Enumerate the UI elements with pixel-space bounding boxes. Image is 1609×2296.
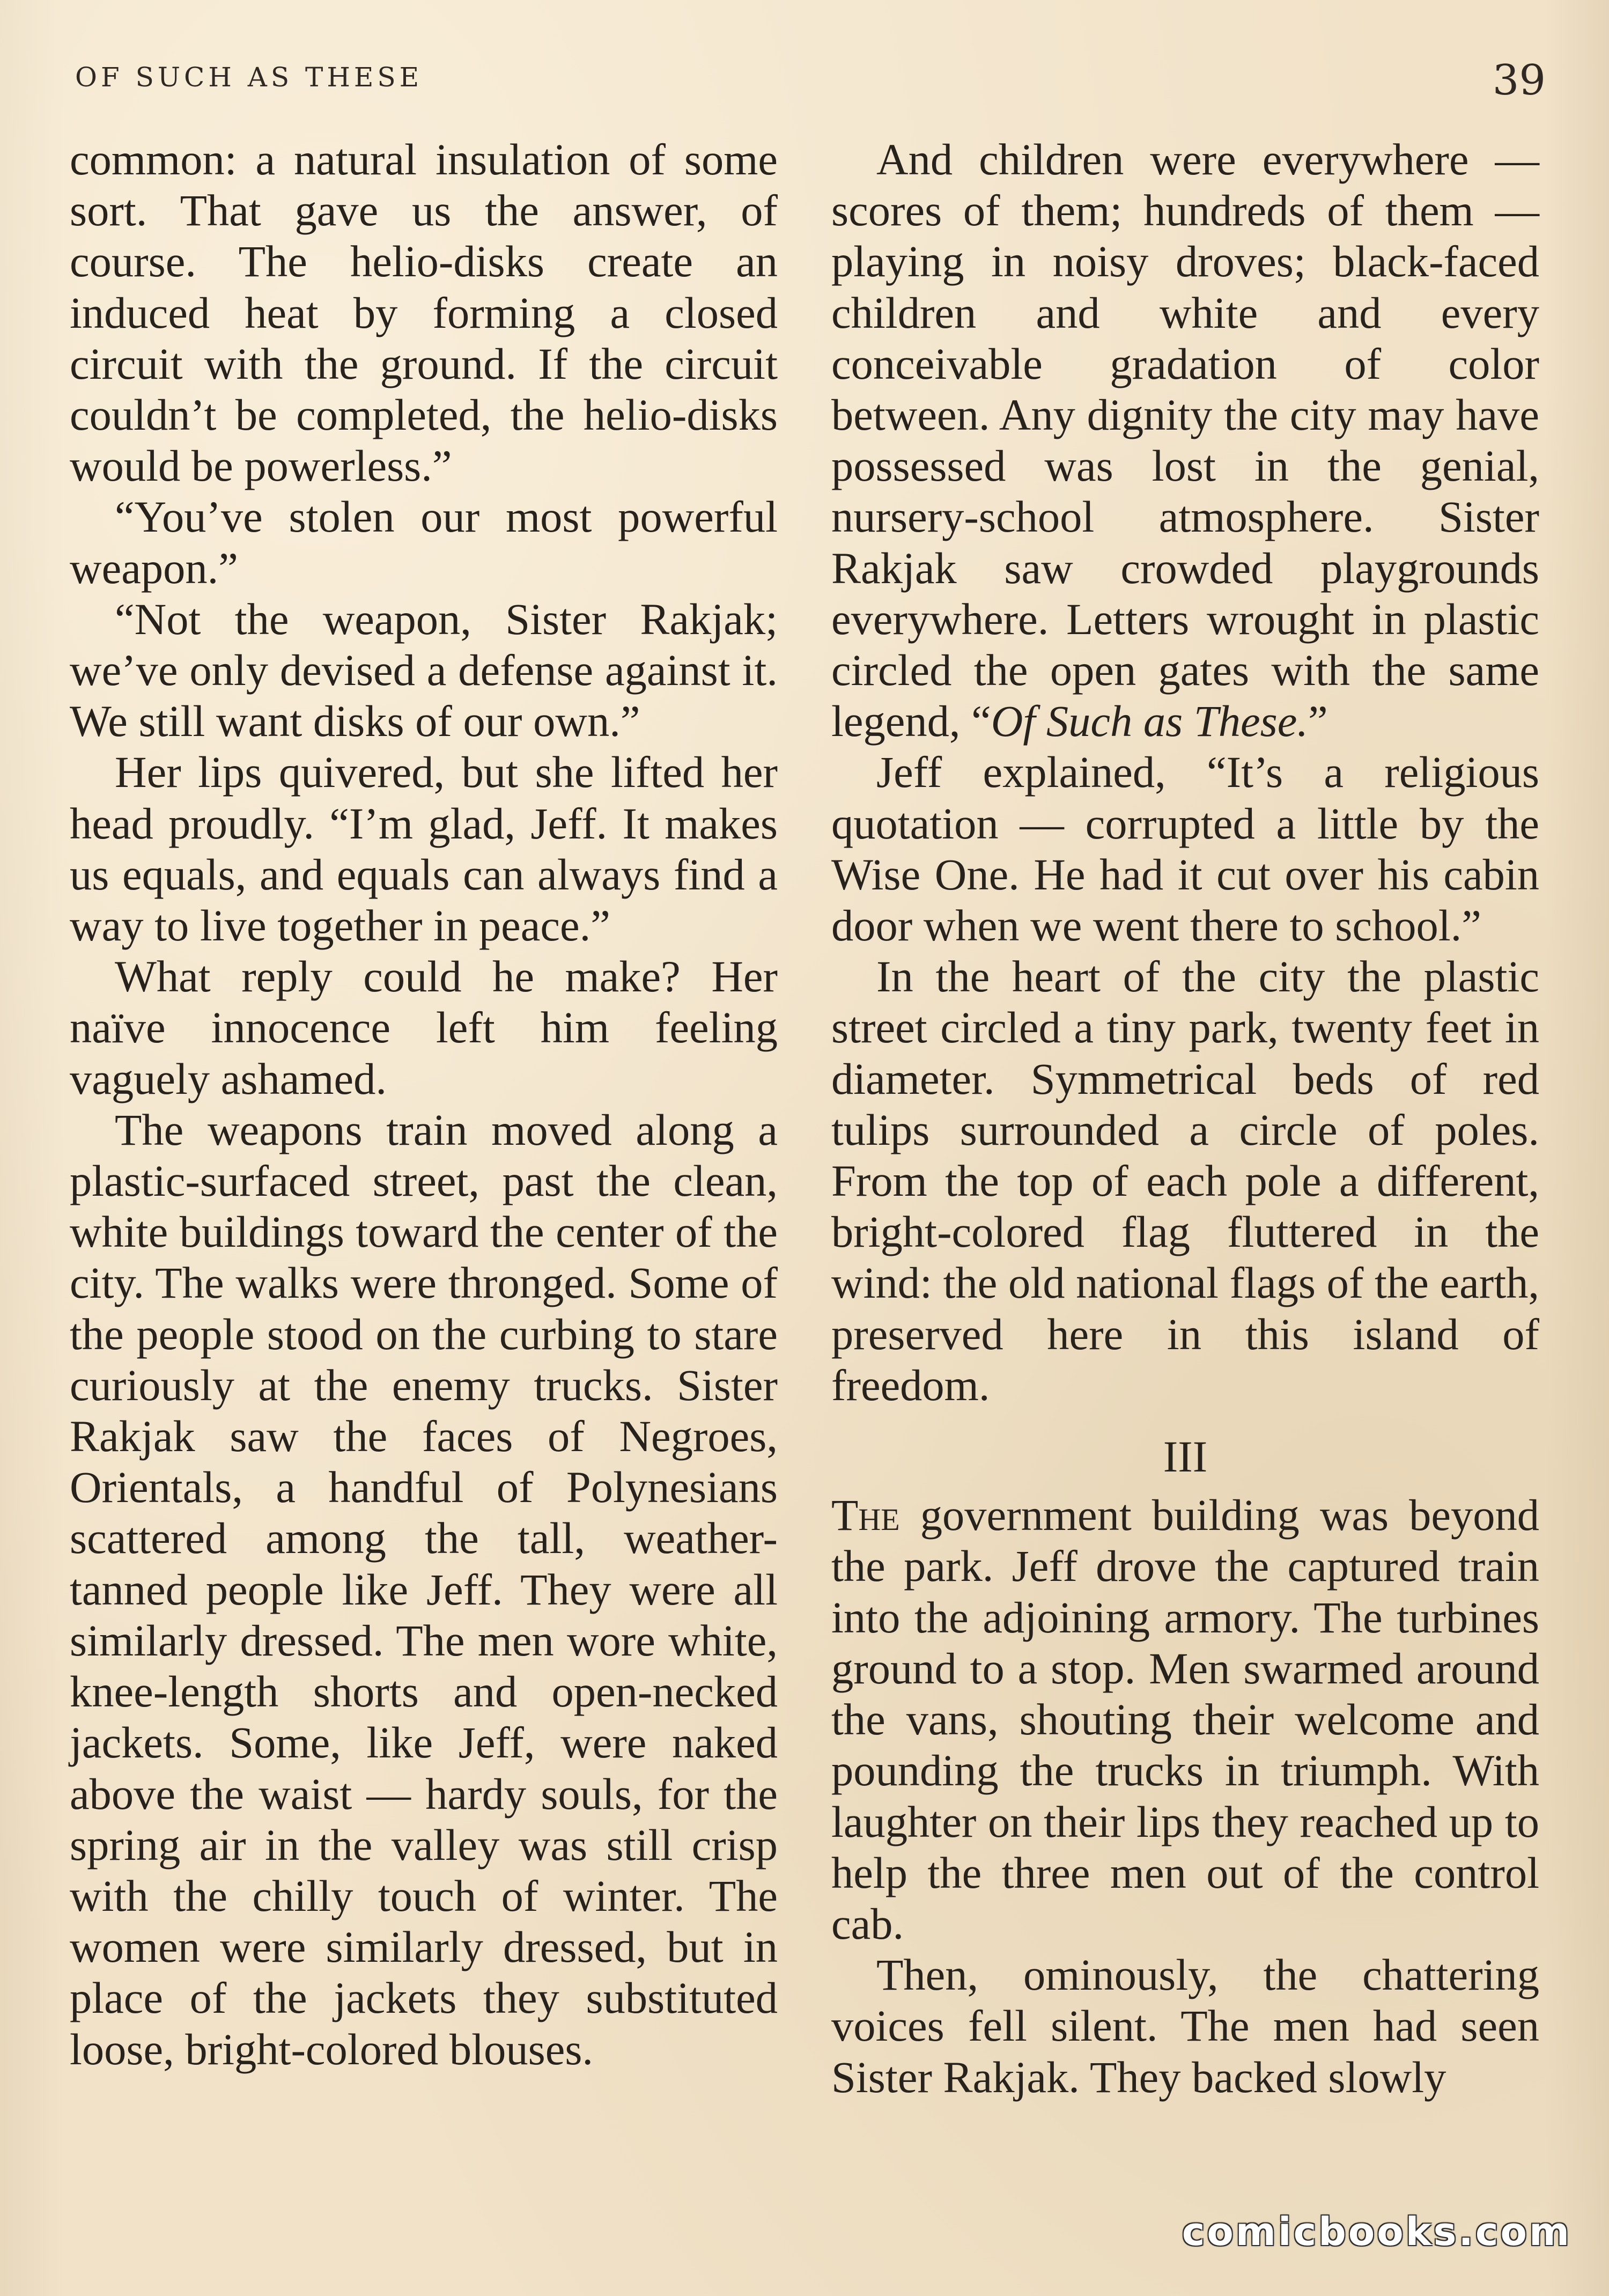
- watermark: comicbooks.com: [1182, 2209, 1571, 2254]
- paragraph: “You’ve stolen our most powerful weapon.”: [70, 492, 778, 593]
- lead-in-word: The: [831, 1490, 900, 1540]
- left-column: [70, 134, 778, 2075]
- paragraph: In the heart of the city the plastic street circled a tiny park, twenty feet in diameter. Symmetrical beds of red tulips surrounded a circle of poles. From the top of each pole a different, bright-colored flag fluttered in the wind: the old national flags of the earth, preserved here in this island of freedom.: [831, 952, 1539, 1410]
- quoted-legend: Of Such as These.: [991, 696, 1308, 746]
- paragraph: Then, ominously, the chattering voices fell silent. The men had seen Sister Rakjak. They backed slowly: [831, 1950, 1539, 2102]
- right-column: [831, 134, 1539, 2103]
- paragraph: What reply could he make? Her naïve innocence left him feeling vaguely ashamed.: [70, 952, 778, 1103]
- running-head: OF SUCH AS THESE: [75, 62, 423, 93]
- paragraph: Her lips quivered, but she lifted her head proudly. “I’m glad, Jeff. It makes us equals, and equals can always find a way to live together in peace.”: [70, 747, 778, 951]
- paragraph: “Not the weapon, Sister Rakjak; we’ve only devised a defense against it. We still want disks of our own.”: [70, 594, 778, 746]
- paragraph: Jeff explained, “It’s a religious quotation — corrupted a little by the Wise One. He had it cut over his cabin door when we went there to school.”: [831, 747, 1539, 951]
- paragraph: common: a natural insulation of some sort. That gave us the answer, of course. The helio-disks create an induced heat by forming a closed circuit with the ground. If the circuit couldn’t be completed, the helio-disks would be powerless.”: [70, 135, 778, 491]
- page-number: 39: [1492, 56, 1546, 105]
- paragraph: The weapons train moved along a plastic-surfaced street, past the clean, white buildings toward the center of the city. The walks were thronged. Some of the people stood on the curbing to stare curiously at the enemy trucks. Sister Rakjak saw the faces of Negroes, Orientals, a handful of Polynesians scattered among the tall, weather-tanned people like Jeff. They were all similarly dressed. The men wore white, knee-length shorts and open-necked jackets. Some, like Jeff, were naked above the waist — hardy souls, for the spring air in the valley was still crisp with the chilly touch of winter. The women were similarly dressed, but in place of the jackets they substituted loose, bright-colored blouses.: [70, 1105, 778, 2074]
- section-heading: III: [1163, 1432, 1208, 1482]
- page-header: [0, 56, 1609, 105]
- paragraph: [831, 1490, 1539, 1949]
- paragraph: And children were everywhere — scores of them; hundreds of them — playing in noisy droves; black-faced children and white and every conceivable gradation of color between. Any dignity the city may have possessed was lost in the genial, nursery-school atmosphere. Sister Rakjak saw crowded playgrounds everywhere. Letters wrought in plastic circled the open gates with the same legend, “Of Such as These.”: [831, 135, 1539, 746]
- paragraph-text: And children were everywhere — scores of them; hundreds of them — playing in noisy droves; black-faced children and white and every conceivable gradation of color between. Any dignity the city may have possessed was lost in the genial, nursery-school atmosphere. Sister Rakjak saw crowded playgrounds everywhere. Letters wrought in plastic circled the open gates with the same legend,: [831, 135, 1539, 746]
- paragraph-text: government building was beyond the park. Jeff drove the captured train into the adjoining armory. The turbines ground to a stop. Men swarmed around the vans, shouting their welcome and pounding the trucks in triumph. With laughter on their lips they reached up to help the three men out of the control cab.: [831, 1490, 1540, 1948]
